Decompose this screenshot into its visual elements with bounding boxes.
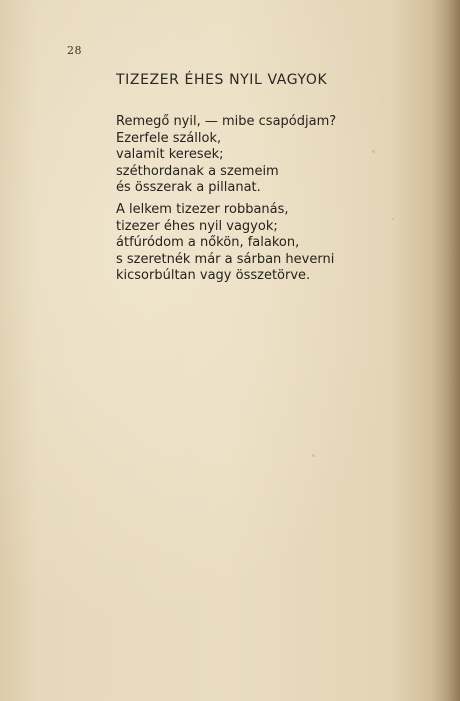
poem-stanza-2	[116, 202, 334, 285]
poem-line: és összerak a pillanat.	[116, 180, 261, 195]
paper-spot	[372, 150, 375, 153]
poem-line: Remegő nyil, — mibe csapódjam?	[116, 114, 337, 129]
poem-line: tizezer éhes nyil vagyok;	[116, 218, 278, 234]
poem-line: A lelkem tizezer robbanás,	[116, 202, 289, 217]
poem-line: s szeretnék már a sárban heverni	[116, 251, 335, 267]
page-number: 28	[67, 44, 82, 57]
poem-line: valamit keresek;	[116, 147, 224, 162]
poem-title: TIZEZER ÉHES NYIL VAGYOK	[116, 72, 328, 88]
poem-stanza-1	[116, 114, 336, 197]
paper-spot	[312, 454, 315, 457]
poem-line: Ezerfele szállok,	[116, 130, 222, 146]
poem-line: széthordanak a szemeim	[116, 163, 279, 179]
poem-line: átfúródom a nőkön, falakon,	[116, 235, 300, 250]
page-edge-shadow	[432, 0, 460, 701]
paper-spot	[392, 218, 394, 220]
poem-line: kicsorbúltan vagy összetörve.	[116, 268, 311, 283]
